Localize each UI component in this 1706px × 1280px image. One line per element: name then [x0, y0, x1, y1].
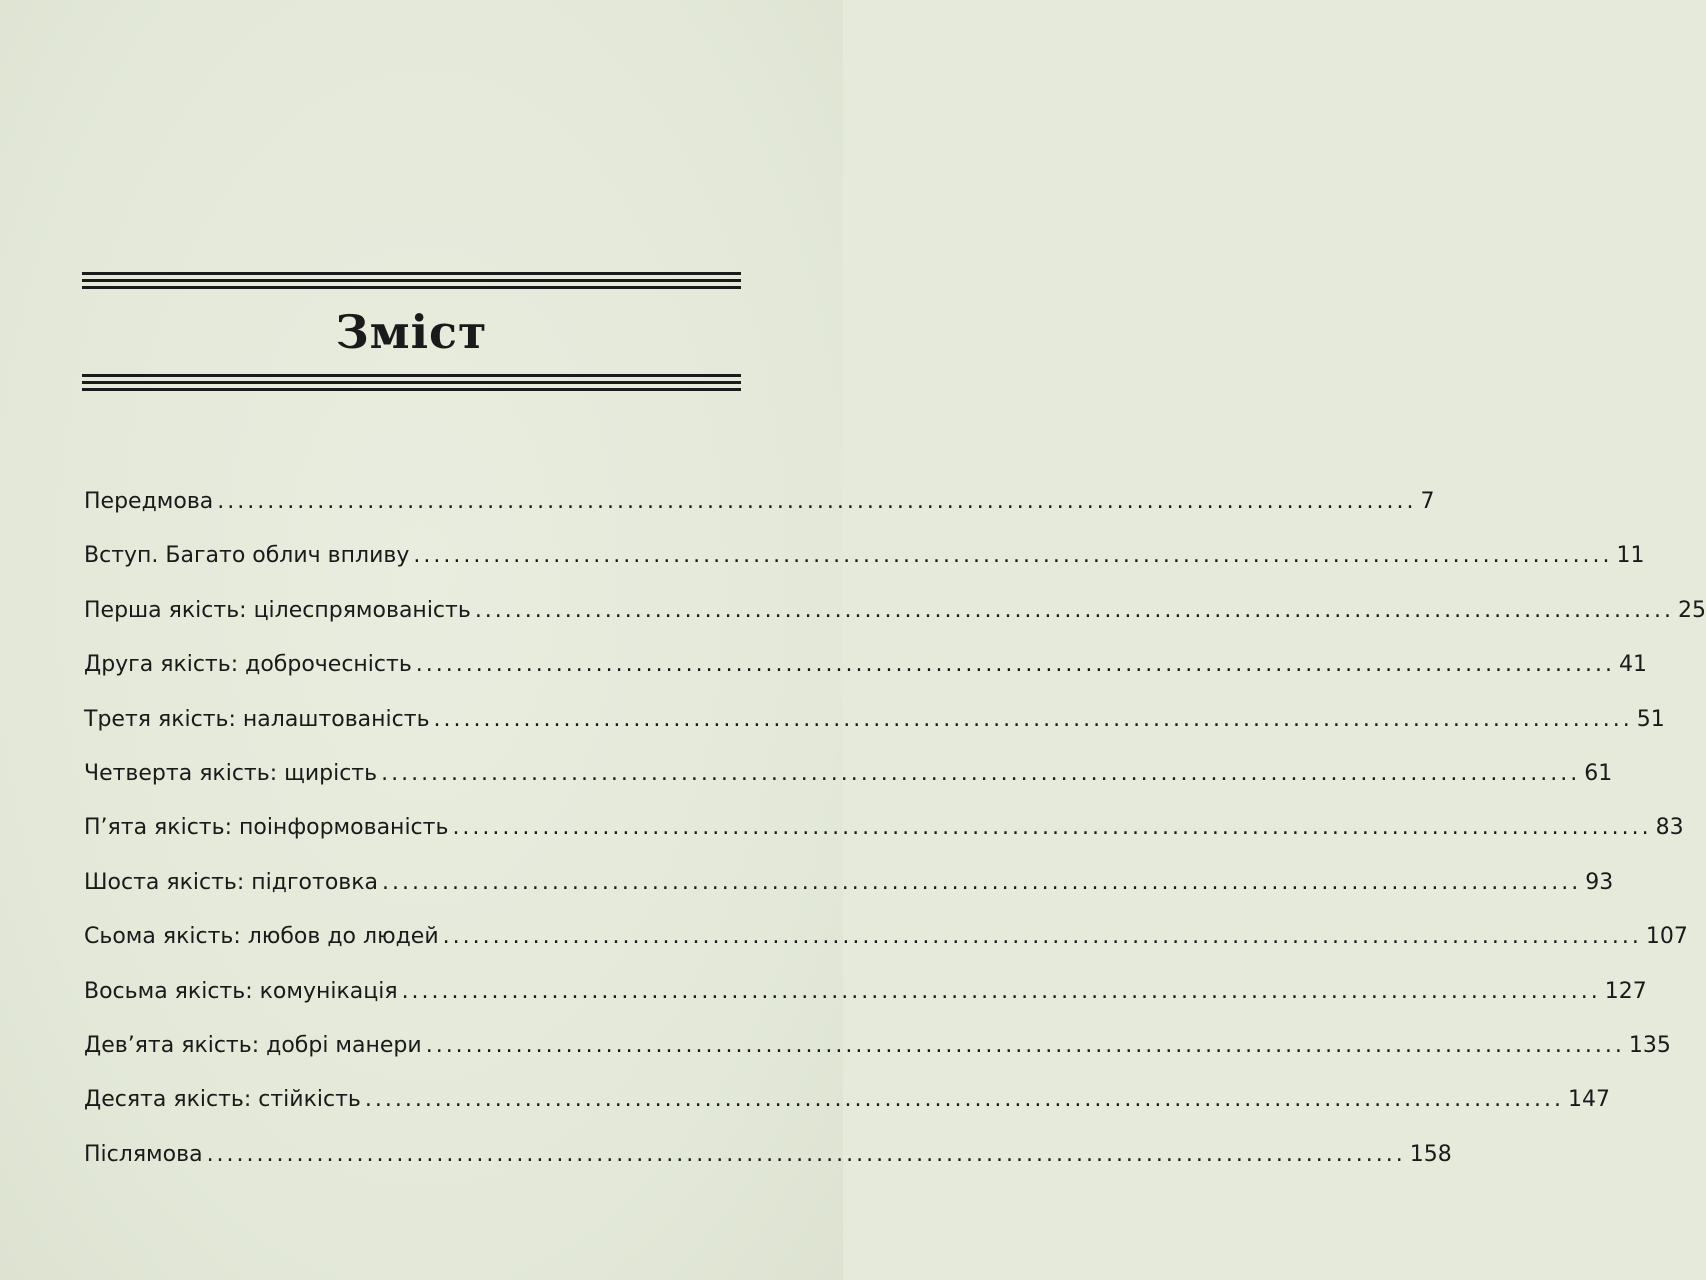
toc-entry-page: 127 [1604, 978, 1647, 1004]
rule-line [82, 286, 741, 289]
toc-entry-page: 107 [1645, 924, 1688, 950]
toc-entry-title: Шоста якість: підготовка [84, 869, 379, 895]
dot-leader: ........................................................................................................................ [415, 652, 1615, 678]
toc-entry[interactable] [84, 1078, 1611, 1132]
toc-entry[interactable] [84, 698, 1665, 752]
toc-entry-page: 93 [1585, 869, 1614, 895]
rule-line [82, 381, 741, 384]
toc-entry-title: Передмова [84, 489, 214, 514]
toc-entry[interactable] [84, 915, 1688, 969]
toc-entry-page: 41 [1618, 652, 1647, 678]
toc-entry-page: 7 [1420, 489, 1435, 514]
dot-leader: ........................................................................................................................ [401, 978, 1601, 1004]
toc-entry-title: Дев’ята якість: добрі манери [84, 1032, 422, 1058]
toc-entry-page: 147 [1568, 1087, 1611, 1113]
toc-entry[interactable] [84, 480, 1435, 534]
toc-entry[interactable] [84, 1133, 1452, 1187]
toc-entry-page: 61 [1584, 760, 1613, 786]
toc-entry-title: Четверта якість: щирість [84, 760, 378, 786]
toc-entry[interactable] [84, 534, 1645, 588]
toc-entry[interactable] [84, 752, 1613, 806]
top-rule [82, 272, 741, 293]
dot-leader: ........................................................................................................................ [382, 869, 1582, 895]
dot-leader: ........................................................................................................................ [442, 924, 1642, 950]
toc-entry-page: 51 [1636, 706, 1665, 732]
dot-leader: ........................................................................................................................ [206, 1141, 1406, 1167]
dot-leader: ........................................................................................................................ [425, 1032, 1625, 1058]
toc-entry-page: 25 [1678, 597, 1706, 623]
toc-entry-title: Третя якість: налаштованість [84, 706, 430, 732]
rule-line [82, 279, 741, 282]
bottom-rule [82, 374, 741, 395]
toc-entry[interactable] [84, 970, 1647, 1024]
toc-entry-page: 83 [1655, 815, 1684, 841]
toc-entry[interactable] [84, 861, 1614, 915]
toc-entry[interactable] [84, 1024, 1671, 1078]
toc-entry-page: 135 [1628, 1032, 1671, 1058]
page-title: Зміст [335, 305, 488, 359]
toc-entry-page: 11 [1616, 543, 1645, 569]
rule-line [82, 272, 741, 275]
rule-line [82, 374, 741, 377]
dot-leader: ........................................................................................................................ [364, 1087, 1565, 1113]
dot-leader: ........................................................................................................................ [413, 543, 1613, 569]
dot-leader: ........................................................................................................................ [217, 489, 1417, 514]
toc-entry-title: Сьома якість: любов до людей [84, 924, 439, 950]
toc-entry-title: Вступ. Багато облич впливу [84, 543, 410, 569]
toc-entry-title: Восьма якість: комунікація [84, 978, 398, 1004]
dot-leader: ........................................................................................................................ [474, 597, 1674, 623]
dot-leader: ........................................................................................................................ [452, 815, 1652, 841]
toc-entry-title: Перша якість: цілеспрямованість [84, 597, 471, 623]
rule-line [82, 388, 741, 391]
toc-entry-page: 158 [1409, 1141, 1452, 1167]
toc-entry-title: Десята якість: стійкість [84, 1087, 361, 1113]
table-of-contents [84, 480, 1706, 1187]
toc-entry[interactable] [84, 643, 1647, 697]
toc-entry-title: Друга якість: доброчесність [84, 652, 412, 678]
dot-leader: ........................................................................................................................ [381, 760, 1581, 786]
toc-entry[interactable] [84, 589, 1706, 643]
toc-entry-title: П’ята якість: поінформованість [84, 815, 449, 841]
dot-leader: ........................................................................................................................ [433, 706, 1633, 732]
toc-entry[interactable] [84, 806, 1684, 860]
toc-entry-title: Післямова [84, 1141, 203, 1167]
